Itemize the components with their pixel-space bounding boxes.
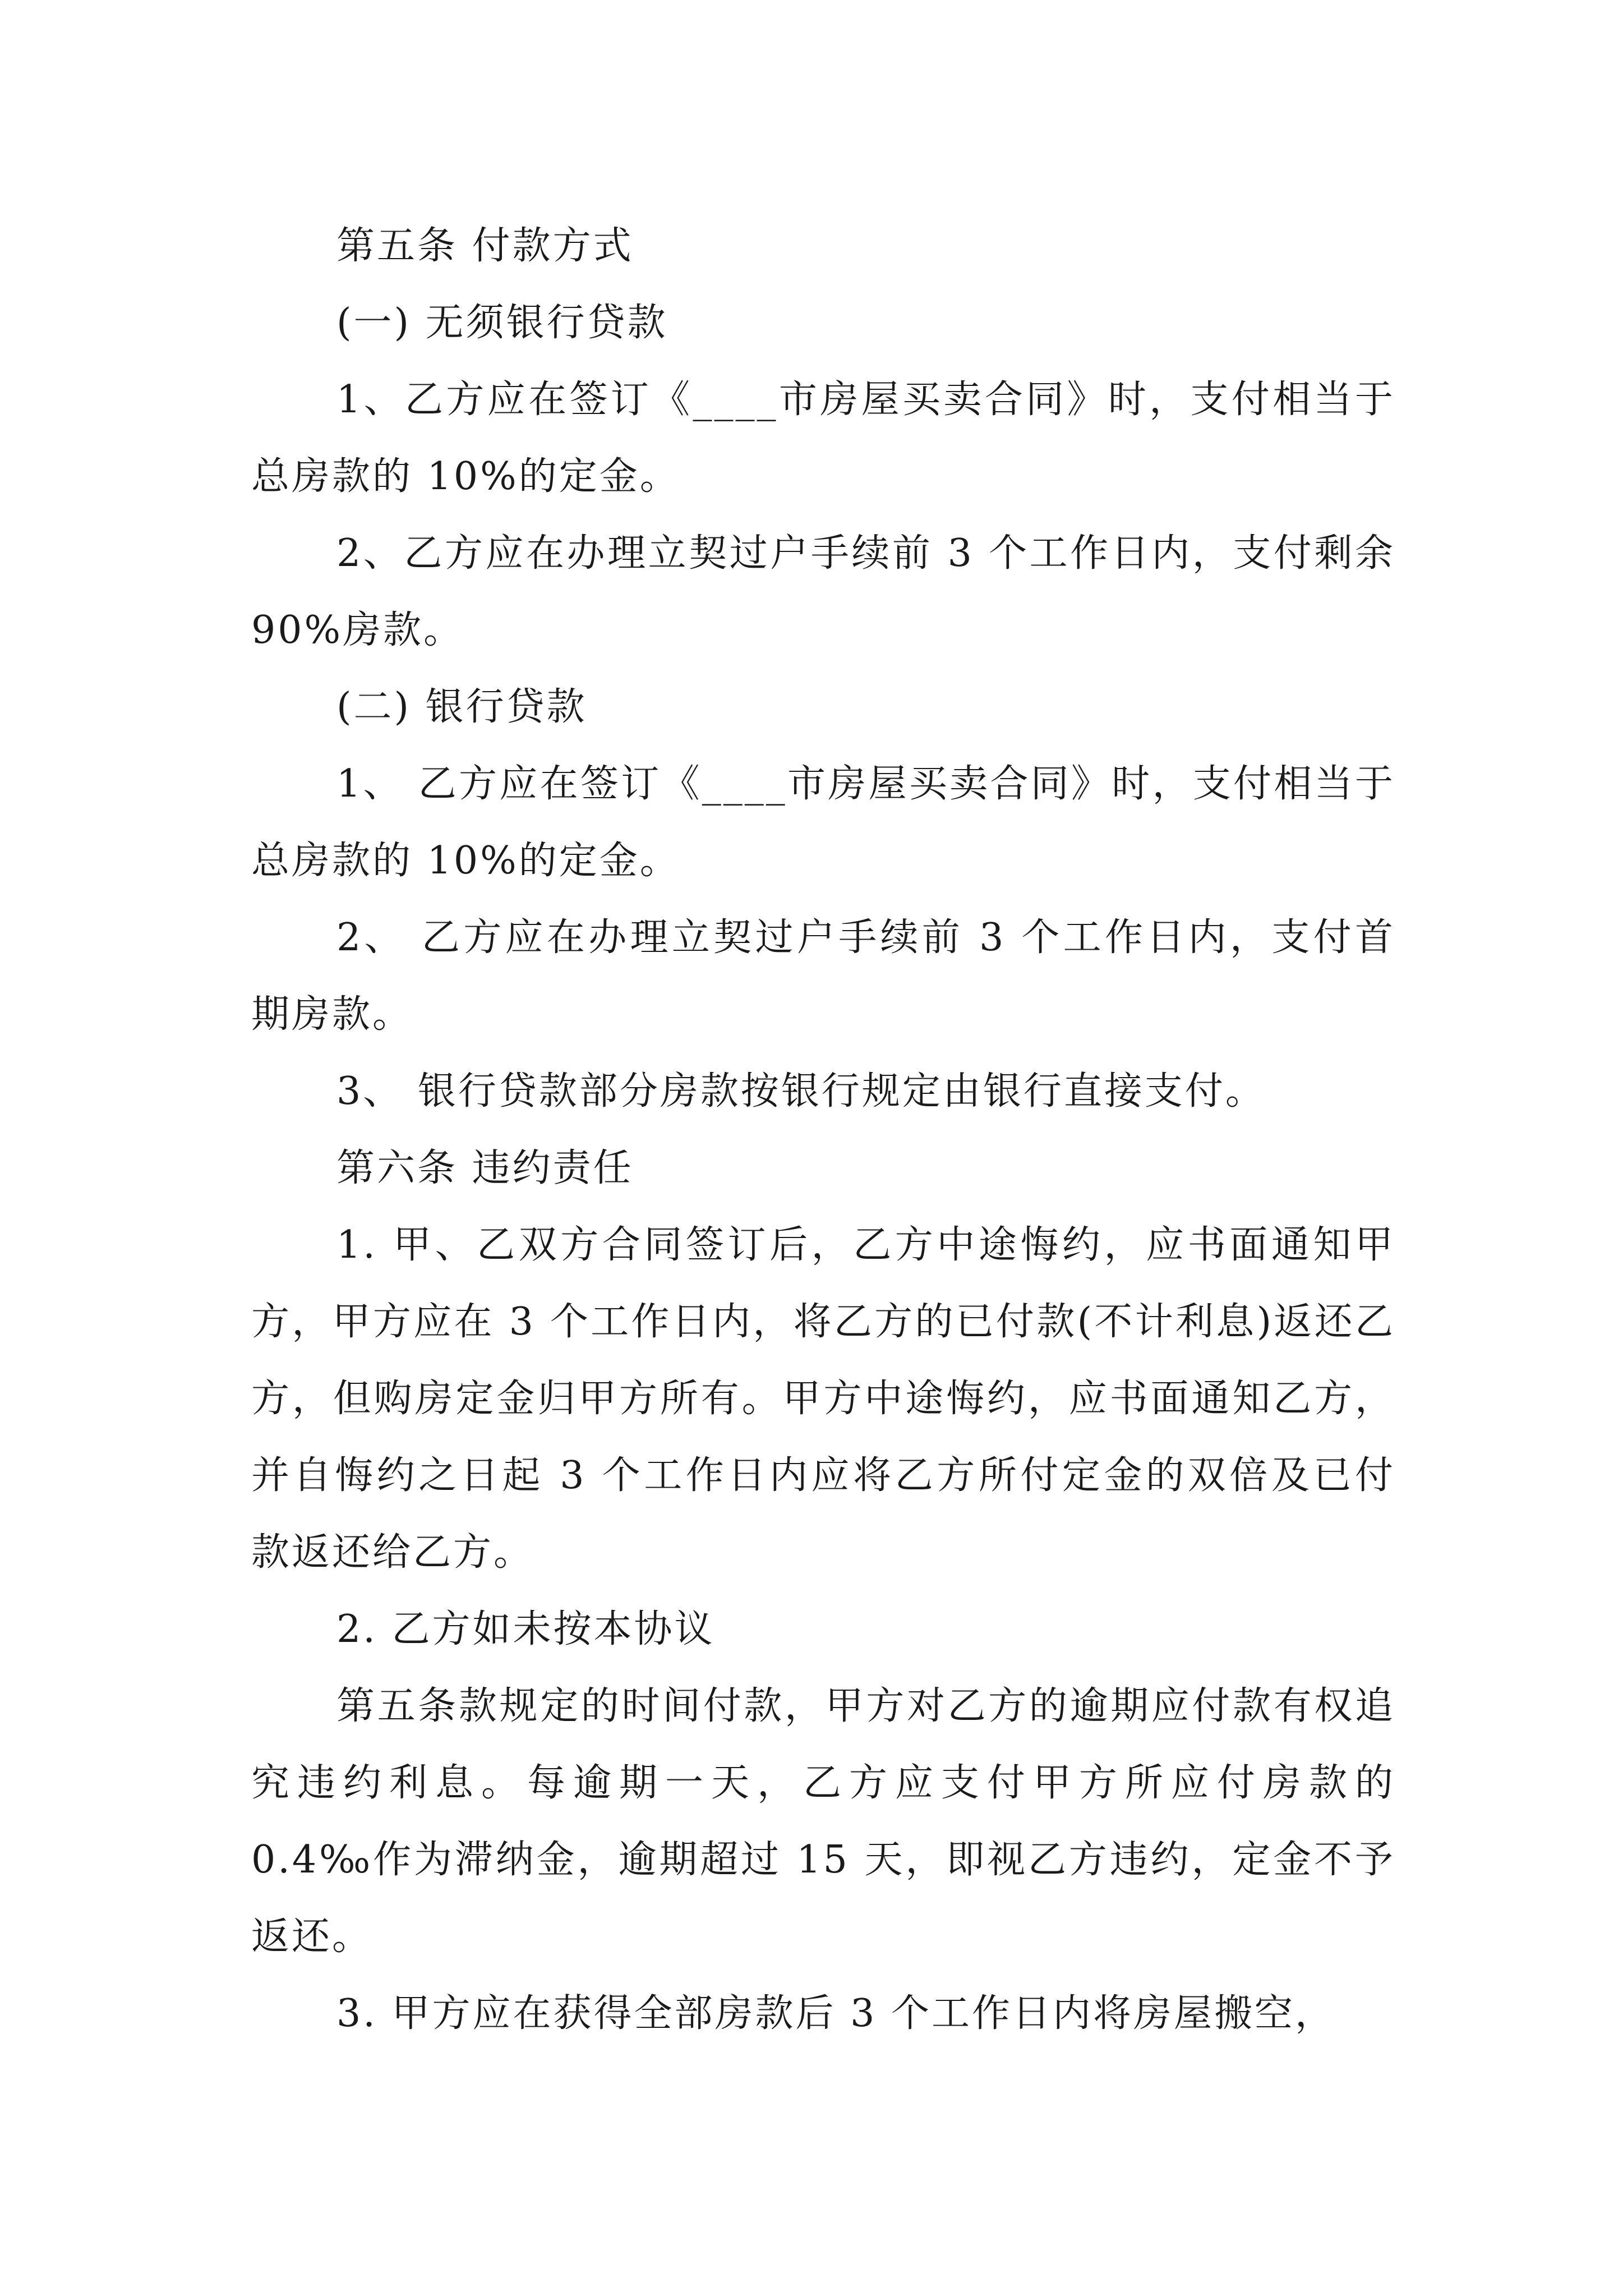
bank-loan-clause-1: 1、 乙方应在签订《____市房屋买卖合同》时，支付相当于总房款的 10%的定金。 bbox=[251, 762, 1395, 883]
section-no-loan-heading: (一) 无须银行贷款 bbox=[336, 301, 668, 345]
contract-text bbox=[251, 208, 1395, 2052]
article-6-heading: 第六条 违约责任 bbox=[336, 1146, 634, 1190]
article-5-heading: 第五条 付款方式 bbox=[336, 224, 634, 268]
liability-clause-3: 3. 甲方应在获得全部房款后 3 个工作日内将房屋搬空， bbox=[336, 1991, 1335, 2036]
bank-loan-clause-2: 2、 乙方应在办理立契过户手续前 3 个工作日内，支付首期房款。 bbox=[251, 915, 1395, 1037]
no-loan-clause-2: 2、乙方应在办理立契过户手续前 3 个工作日内，支付剩余 90%房款。 bbox=[251, 531, 1395, 652]
liability-clause-2: 2. 乙方如未按本协议 bbox=[336, 1607, 715, 1651]
section-bank-loan-heading: (二) 银行贷款 bbox=[336, 685, 587, 729]
liability-clause-2-continued: 第五条款规定的时间付款，甲方对乙方的逾期应付款有权追究违约利息。每逾期一天，乙方应支付甲方所应付房款的 0.4‰作为滞纳金，逾期超过 15 天，即视乙方违约，定金不予返还。 bbox=[251, 1684, 1395, 1959]
liability-clause-1: 1. 甲、乙双方合同签订后，乙方中途悔约，应书面通知甲方，甲方应在 3 个工作日内，将乙方的已付款(不计利息)返还乙方，但购房定金归甲方所有。甲方中途悔约，应书面通知乙方，并自悔约之日起 3 个工作日内应将乙方所付定金的双倍及已付款返还给乙方。 bbox=[251, 1223, 1395, 1575]
no-loan-clause-1: 1、乙方应在签订《____市房屋买卖合同》时，支付相当于总房款的 10%的定金。 bbox=[251, 378, 1395, 499]
bank-loan-clause-3: 3、 银行贷款部分房款按银行规定由银行直接支付。 bbox=[336, 1069, 1266, 1114]
